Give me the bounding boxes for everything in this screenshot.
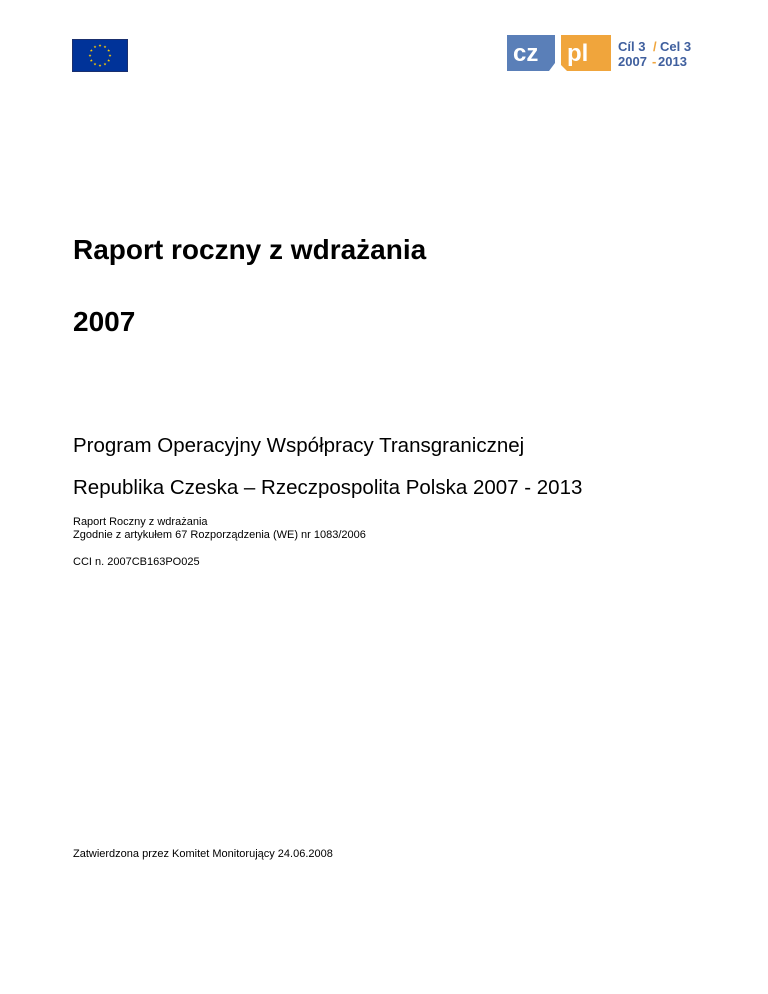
approval-note: Zatwierdzona przez Komitet Monitorujący 24.06.2008: [73, 848, 333, 860]
cz-text: cz: [513, 40, 539, 67]
regulation-note: Zgodnie z artykułem 67 Rozporządzenia (WE) nr 1083/2006: [73, 529, 366, 541]
eu-star-icon: [94, 63, 97, 66]
report-label: Raport Roczny z wdrażania: [73, 516, 208, 528]
czpl-logo: [505, 33, 695, 73]
eu-flag-icon: [72, 39, 128, 72]
eu-star-icon: [109, 54, 112, 57]
pl-text: pl: [567, 40, 589, 67]
eu-star-icon: [107, 59, 110, 62]
eu-star-icon: [104, 45, 107, 48]
document-title: Raport roczny z wdrażania: [73, 234, 427, 265]
eu-star-icon: [90, 49, 93, 52]
eu-star-icon: [94, 45, 97, 48]
eu-star-icon: [104, 63, 107, 66]
eu-star-icon: [99, 44, 102, 47]
logo-line2-sep: -: [652, 54, 657, 69]
logo-line2-a: 2007: [618, 54, 647, 69]
logo-line1-sep: /: [653, 39, 657, 54]
document-year: 2007: [73, 306, 136, 337]
logo-line1-a: Cíl 3: [618, 39, 646, 54]
program-name-line-1: Program Operacyjny Współpracy Transgranicznej: [73, 434, 525, 457]
program-name-line-2: Republika Czeska – Rzeczpospolita Polska 2007 - 2013: [73, 476, 583, 499]
eu-star-icon: [89, 54, 92, 57]
logo-line2-b: 2013: [658, 54, 687, 69]
logo-line1-b: Cel 3: [660, 39, 692, 54]
eu-star-icon: [99, 64, 102, 67]
eu-star-icon: [90, 59, 93, 62]
eu-stars: [73, 40, 127, 71]
cci-number: CCI n. 2007CB163PO025: [73, 556, 200, 568]
eu-star-icon: [107, 49, 110, 52]
